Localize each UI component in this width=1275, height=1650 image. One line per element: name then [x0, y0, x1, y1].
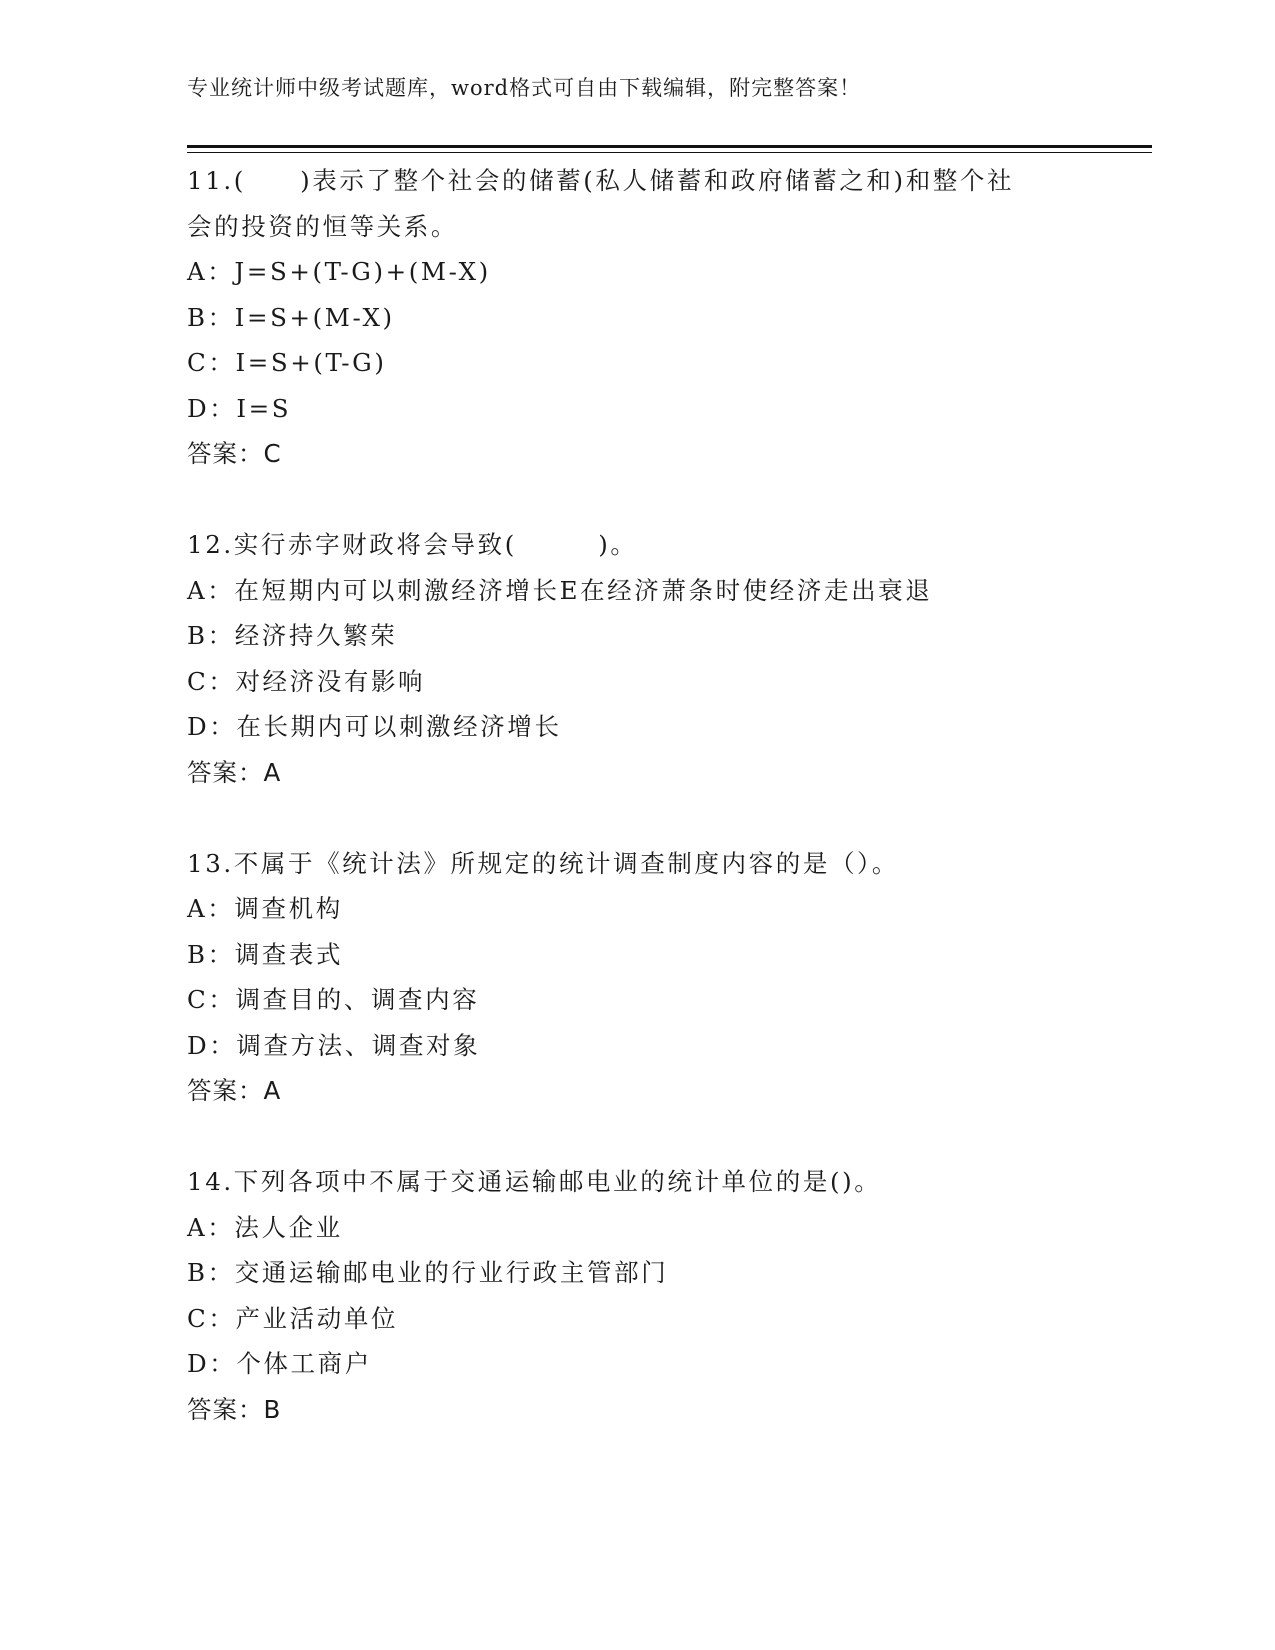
option-d: D：调查方法、调查对象 [187, 1030, 481, 1060]
question-stem: 14.下列各项中不属于交通运输邮电业的统计单位的是()。 [187, 1167, 882, 1196]
header-rule-thick [187, 145, 1152, 148]
option-a: A：J=S+(T-G)+(M-X) [187, 257, 491, 286]
question-list [187, 158, 1147, 1432]
question-14 [187, 1159, 1147, 1432]
question-stem-continued: 会的投资的恒等关系。 [187, 211, 458, 241]
spacer [187, 477, 1147, 523]
header-rule-thin [187, 152, 1152, 153]
answer: 答案：C [187, 439, 282, 468]
question-stem: 11.( )表示了整个社会的储蓄(私人储蓄和政府储蓄之和)和整个社 [187, 166, 1015, 195]
option-a: A：调查机构 [187, 894, 343, 923]
option-c: C：I=S+(T-G) [187, 348, 387, 377]
option-d: D：在长期内可以刺激经济增长 [187, 712, 562, 741]
option-c: C：调查目的、调查内容 [187, 985, 480, 1014]
option-b: B：经济持久繁荣 [187, 621, 398, 650]
option-a: A：法人企业 [187, 1212, 343, 1242]
option-d: D：个体工商户 [187, 1349, 372, 1378]
question-13 [187, 841, 1147, 1114]
option-b: B：I=S+(M-X) [187, 302, 395, 332]
question-12 [187, 522, 1147, 795]
option-b: B：交通运输邮电业的行业行政主管部门 [187, 1258, 669, 1287]
question-11 [187, 158, 1147, 477]
page-header: 专业统计师中级考试题库，word格式可自由下载编辑，附完整答案！ [187, 76, 862, 100]
spacer [187, 1114, 1147, 1160]
answer: 答案：A [187, 1076, 282, 1105]
answer: 答案：B [187, 1394, 282, 1424]
option-c: C：对经济没有影响 [187, 666, 426, 696]
option-d: D：I=S [187, 393, 292, 423]
question-stem: 13.不属于《统计法》所规定的统计调查制度内容的是（）。 [187, 848, 900, 878]
option-b: B：调查表式 [187, 939, 344, 969]
option-c: C：产业活动单位 [187, 1303, 399, 1333]
question-stem: 12.实行赤字财政将会导致( )。 [187, 530, 638, 559]
spacer [187, 795, 1147, 841]
option-a: A：在短期内可以刺激经济增长E在经济萧条时使经济走出衰退 [187, 575, 933, 605]
answer: 答案：A [187, 757, 282, 787]
